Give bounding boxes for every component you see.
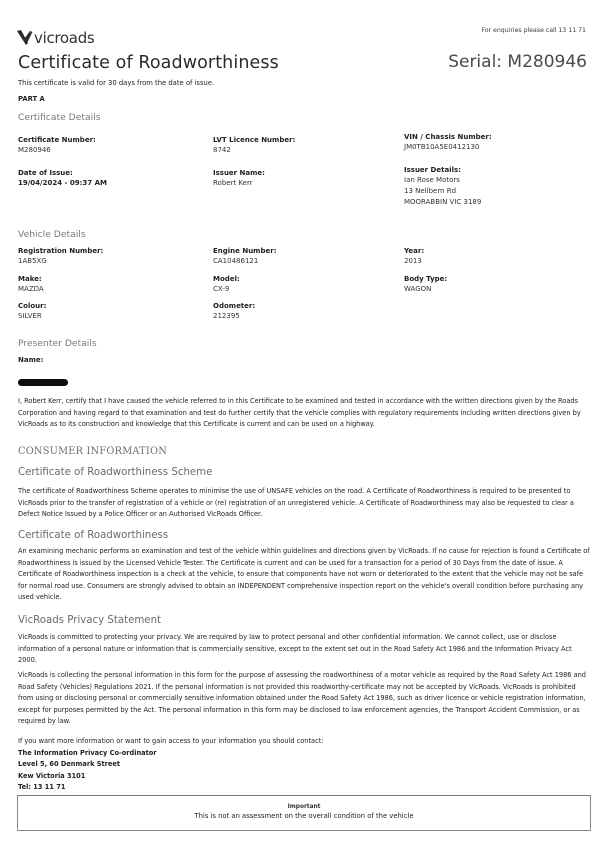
field-label: Colour:: [18, 302, 47, 310]
make-field: [18, 274, 44, 295]
field-value: 212395: [213, 312, 240, 320]
vehicle-details-heading: Vehicle Details: [18, 229, 86, 240]
field-value: JM0TB10A5E0412130: [404, 143, 480, 151]
field-value: WAGON: [404, 285, 432, 293]
year-field: [404, 246, 424, 267]
issuer-name-field: [213, 168, 265, 189]
field-value: MAZDA: [18, 285, 44, 293]
roadworthiness-heading: Certificate of Roadworthiness: [18, 530, 169, 541]
important-title: Important: [287, 804, 321, 810]
field-value: 19/04/2024 - 09:37 AM: [18, 179, 107, 187]
certification-statement: I, Robert Kerr, certify that I have caused the vehicle referred to in this Certificate to be examined and tested in accordance with the written directions given by the Roads Corporation and having regard to that examination and test do further certify that the vehicle complies with regulatory requirements including written directions given by VicRoads as to its construction and knowledge that this Certificate is current and can be used on a highway.: [18, 397, 581, 429]
field-value: M280946: [18, 146, 51, 154]
contact-line: Tel: 13 11 71: [18, 783, 66, 791]
body-type-field: [404, 274, 447, 295]
field-label: VIN / Chassis Number:: [404, 133, 492, 141]
field-label: Issuer Name:: [213, 169, 265, 177]
contact-line: The Information Privacy Co-ordinator: [18, 748, 157, 757]
vin-field: [404, 132, 492, 153]
field-label: Registration Number:: [18, 247, 104, 255]
contact-intro: If you want more information or want to gain access to your information you should contact:: [18, 737, 324, 745]
contact-line: Level 5, 60 Denmark Street: [18, 760, 121, 768]
certificate-details-heading: Certificate Details: [18, 112, 101, 123]
field-value: 8742: [213, 146, 231, 154]
privacy-heading: VicRoads Privacy Statement: [18, 615, 162, 626]
field-label: Make:: [18, 275, 42, 283]
logo-text: vicroads: [34, 29, 95, 47]
date-of-issue-field: [18, 168, 107, 189]
field-label: Body Type:: [404, 275, 448, 283]
enquiries-phone: For enquiries please call 13 11 71: [481, 27, 586, 34]
important-text: This is not an assessment on the overall condition of the vehicle: [194, 812, 414, 820]
presenter-details-heading: Presenter Details: [18, 338, 97, 349]
field-label: LVT Licence Number:: [213, 136, 296, 144]
field-label: Model:: [213, 275, 240, 283]
consumer-information-heading: CONSUMER INFORMATION: [18, 446, 167, 457]
registration-number-field: [18, 246, 103, 267]
certificate-number-field: [18, 135, 96, 156]
field-value: 13 Nellbern Rd: [404, 187, 457, 195]
privacy-paragraph-2: VicRoads is collecting the personal information in this form for the purpose of assessing the roadworthiness of a motor vehicle as required by the Road Safety Act 1986 and Road Safety (Vehicles) Regulations 2021. If the personal information is not provided this roadworthy-certificate may not be accepted by VicRoads. VicRoads is prohibited from using or disclosing personal or commercially sensitive information obtained under the Road Safety Act 1986, such as driver licence or vehicle registration information, except for purposes permitted by the Act. The personal information in this form may be disclosed to law enforcement agencies, the Transport Accident Commission, or as required by law.: [18, 671, 586, 726]
field-value: MOORABBIN VIC 3189: [404, 198, 482, 206]
presenter-name-redacted: [18, 379, 68, 386]
scheme-paragraph: The certificate of Roadworthiness Scheme operates to minimise the use of UNSAFE vehicles on the road. A Certificate of Roadworthiness is required to be presented to VicRoads prior to the transfer of registration of a vehicle or (re) registration of an unregistered vehicle. A Certificate of Roadworthiness may also be requested to clear a Defect Notice Issued by a Police Officer or an Authorised VicRoads Officer.: [18, 487, 574, 519]
privacy-contact: [18, 736, 324, 794]
issuer-details-field: [404, 165, 481, 208]
colour-field: [18, 301, 46, 322]
odometer-field: [213, 301, 255, 322]
field-value: CX-9: [213, 285, 230, 293]
presenter-name-label: Name:: [18, 356, 44, 364]
field-value: SILVER: [18, 312, 42, 320]
vicroads-logo: [17, 29, 94, 47]
lvt-licence-field: [213, 135, 295, 156]
field-label: Engine Number:: [213, 247, 277, 255]
part-label: PART A: [18, 95, 45, 103]
engine-number-field: [213, 246, 277, 267]
validity-note: This certificate is valid for 30 days from the date of issue.: [18, 79, 215, 87]
vicroads-logo-icon: [17, 30, 34, 46]
field-label: Date of Issue:: [18, 169, 73, 177]
serial-number: Serial: M280946: [448, 52, 587, 72]
field-value: 1AB5XG: [18, 257, 47, 265]
privacy-paragraph-1: VicRoads is committed to protecting your privacy. We are required by law to protect personal and other confidential information. We cannot collect, use or disclose information of a personal nature or information that is commercially sensitive, except to the extent set out in the Road Safety Act 1986 and the Information Privacy Act 2000.: [18, 633, 572, 665]
field-value: CA10486121: [213, 257, 259, 265]
roadworthiness-paragraph: An examining mechanic performs an examination and test of the vehicle within guidelines and directions given by VicRoads. If no cause for rejection is found a Certificate of Roadworthiness is issued by the Licensed Vehicle Tester. The Certificate is current and can be used for a transaction for a period of 30 Days from the date of issue. A Certificate of Roadworthiness inspection is a check at the vehicle, to ensure that components have not worn or deteriorated to the extent that the vehicle may not be safe for normal road use. Consumers are strongly advised to obtain an INDEPENDENT comprehensive inspection report on the vehicle's overall condition before purchasing any used vehicle.: [18, 547, 590, 602]
important-notice-box: [17, 795, 591, 831]
page-title: Certificate of Roadworthiness: [18, 53, 279, 73]
contact-line: Kew Victoria 3101: [18, 771, 86, 780]
field-value: Robert Kerr: [213, 179, 253, 187]
model-field: [213, 274, 240, 295]
field-label: Certificate Number:: [18, 136, 96, 144]
field-value: Ian Rose Motors: [404, 176, 460, 184]
field-label: Issuer Details:: [404, 166, 461, 174]
field-label: Year:: [404, 247, 425, 255]
scheme-heading: Certificate of Roadworthiness Scheme: [18, 467, 213, 478]
field-value: 2013: [404, 257, 422, 265]
field-label: Odometer:: [213, 302, 256, 310]
